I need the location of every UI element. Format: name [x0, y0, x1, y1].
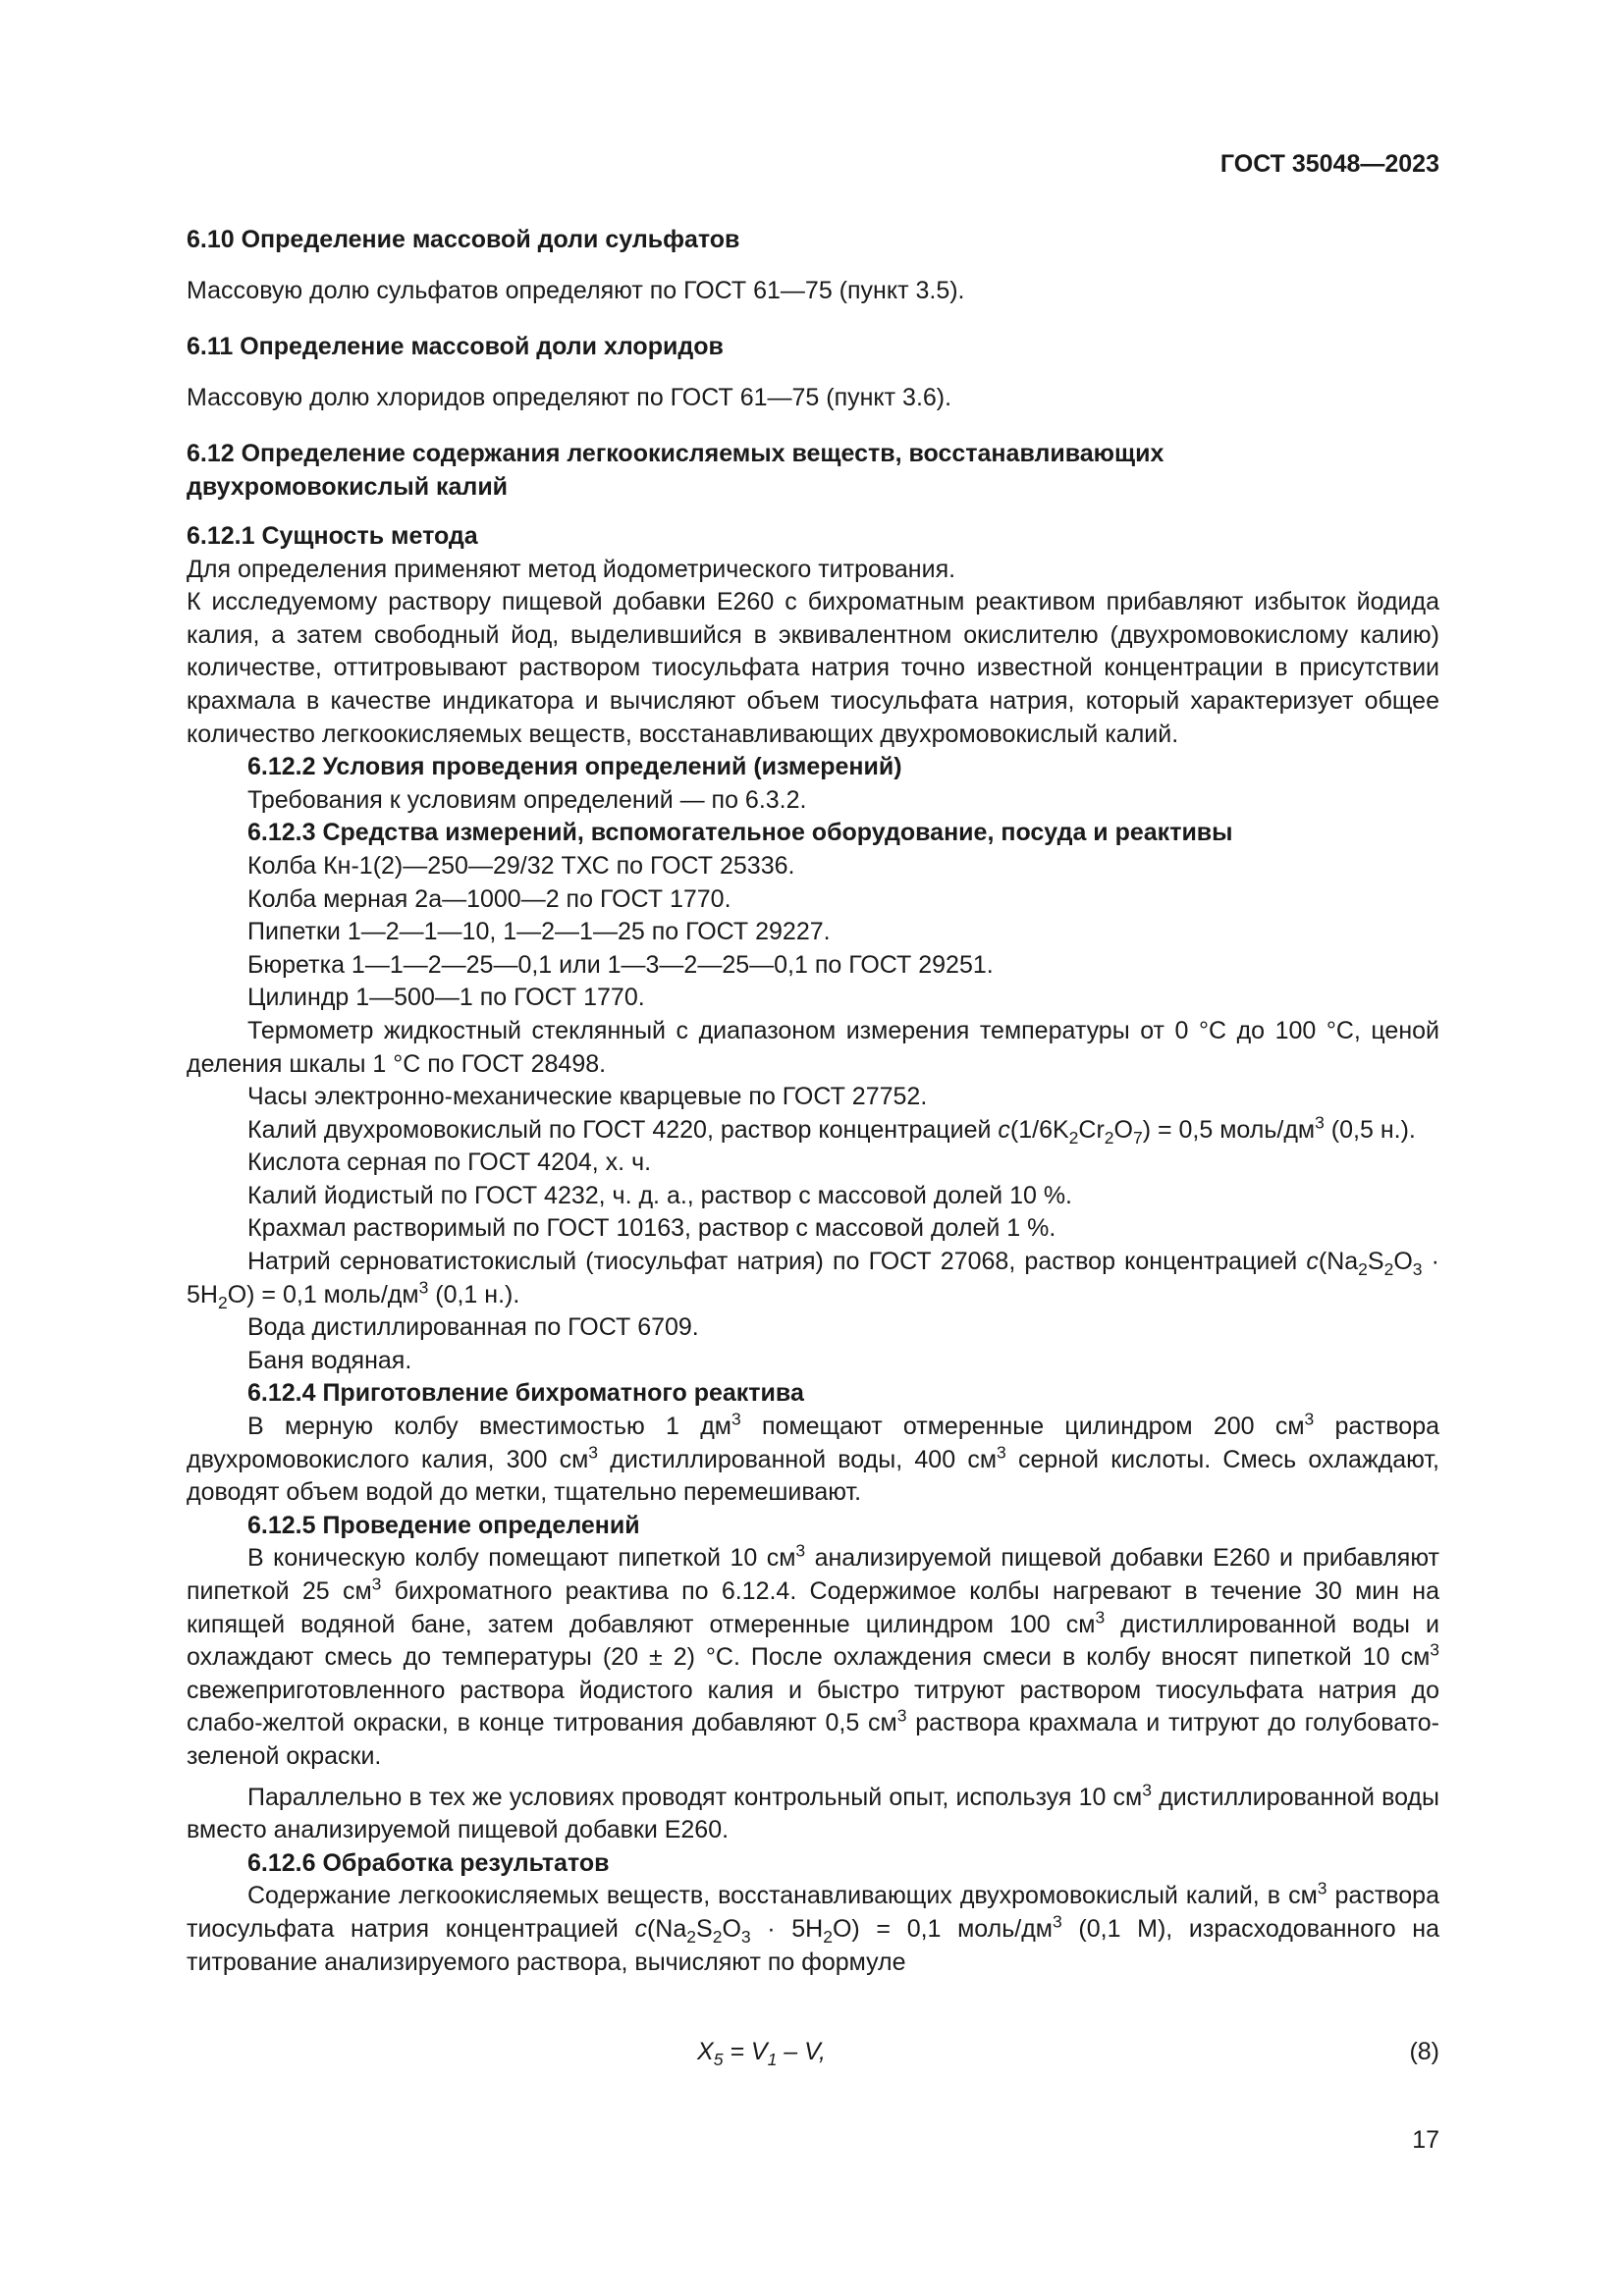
para-6-12-2: Требования к условиям определений — по 6.3.2. [247, 785, 807, 814]
para-6-12-5-a: В коническую колбу помещают пипеткой 10 $см^3$ анализируемой пищевой добавки Е260 и прибавляют пипеткой 25 $см^3$ бихроматного реактива по 6.12.4. Содержимое колбы нагревают в течение 30 мин на кипящей водяной бане, затем добавляют отмеренные цилиндром 100 $см^3$ дистиллированной воды и охлаждают смесь до температуры (20 ± 2) °С. После охлаждения смеси в колбу вносят пипеткой 10 $см^3$ свежеприготовленного раствора йодистого калия и быстро титруют раствором тиосульфата натрия до слабо-желтой окраски, в конце титрования добавляют 0,5 $см^3$ раствора крахмала и титруют до голубовато-зеленой окраски. [187, 1541, 1439, 1770]
reagent-item: Кислота серная по ГОСТ 4204, х. ч. [247, 1148, 652, 1177]
reagent-thiosulfate: Натрий серноватистокислый (тиосульфат натрия) по ГОСТ 27068, раствор концентрацией $c(Na_2S_2O_3 \cdot 5H_2O) = 0,1$ моль/$дм^3$ (0,1 н.). [187, 1248, 1439, 1312]
heading-6-12-line1: 6.12 Определение содержания легкоокисляемых веществ, восстанавливающих [187, 440, 1164, 467]
heading-6-12-line2: двухромовокислый калий [187, 473, 509, 501]
equipment-item: Цилиндр 1—500—1 по ГОСТ 1770. [247, 984, 645, 1012]
heading-6-12-2: 6.12.2 Условия проведения определений (измерений) [247, 753, 902, 781]
heading-6-12-5: 6.12.5 Проведение определений [247, 1511, 640, 1539]
reagent-dichromate: Калий двухромовокислый по ГОСТ 4220, раствор концентрацией $c(1/6K_2Cr_2O_7) = 0,5$ моль/$дм^3$ (0,5 н.). [247, 1112, 1416, 1148]
reagent-item: Крахмал растворимый по ГОСТ 10163, раствор с массовой долей 1 %. [247, 1214, 1056, 1243]
heading-6-12-1: 6.12.1 Сущность метода [187, 522, 478, 550]
page-number: 17 [1412, 2126, 1439, 2154]
equipment-item: Колба Кн-1(2)—250—29/32 ТХС по ГОСТ 25336. [247, 851, 795, 880]
equipment-item: Часы электронно-механические кварцевые по ГОСТ 27752. [247, 1083, 928, 1111]
heading-6-12-3: 6.12.3 Средства измерений, вспомогательное оборудование, посуда и реактивы [247, 819, 1233, 847]
equipment-item: Бюретка 1—1—2—25—0,1 или 1—3—2—25—0,1 по ГОСТ 29251. [247, 950, 994, 979]
formula-row [187, 2034, 1439, 2069]
reagent-item: Вода дистиллированная по ГОСТ 6709. [247, 1313, 699, 1342]
para-6-11: Массовую долю хлоридов определяют по ГОСТ 61—75 (пункт 3.6). [187, 384, 952, 411]
heading-6-11: 6.11 Определение массовой доли хлоридов [187, 333, 724, 360]
heading-6-12-6: 6.12.6 Обработка результатов [247, 1848, 610, 1877]
reagent-item: Баня водяная. [247, 1346, 412, 1374]
para-6-12-1-a: Для определения применяют метод йодометрического титрования. [187, 555, 956, 583]
para-6-10: Массовую долю сульфатов определяют по ГОСТ 61—75 (пункт 3.5). [187, 277, 965, 304]
document-code: ГОСТ 35048—2023 [1219, 150, 1439, 178]
equipment-item: Термометр жидкостный стеклянный с диапазоном измерения температуры от 0 °С до 100 °С, ценой деления шкалы 1 °С по ГОСТ 28498. [187, 1016, 1439, 1078]
para-6-12-1-b: К исследуемому раствору пищевой добавки Е260 с бихроматным реактивом прибавляют избыток йодида калия, а затем свободный йод, выделившийся в эквивалентном окислителю (двухромовокислому калию) количестве, оттитровывают раствором тиосульфата натрия точно известной концентрации в присутствии крахмала в качестве индикатора и вычисляют объем тиосульфата натрия, который характеризует общее количество легкоокисляемых веществ, восстанавливающих двухромовокислый калий. [187, 588, 1439, 748]
reagent-item: Калий йодистый по ГОСТ 4232, ч. д. а., раствор с массовой долей 10 %. [247, 1181, 1073, 1209]
equipment-item: Пипетки 1—2—1—10, 1—2—1—25 по ГОСТ 29227. [247, 918, 831, 946]
para-6-12-5-b: Параллельно в тех же условиях проводят контрольный опыт, используя 10 $см^3$ дистиллированной воды вместо анализируемой пищевой добавки Е260. [187, 1780, 1439, 1844]
heading-6-10: 6.10 Определение массовой доли сульфатов [187, 226, 740, 253]
formula-x5: $X_5 = V_1 - V$, [697, 2038, 826, 2069]
para-6-12-6: Содержание легкоокисляемых веществ, восстанавливающих двухромовокислый калий, в $см^3$ раствора тиосульфата натрия концентрацией $c(Na_2S_2O_3 \cdot 5H_2O) = 0,1$ моль/$дм^3$ (0,1 М), израсходованного на титрование анализируемого раствора, вычисляют по формуле [187, 1879, 1439, 1976]
heading-6-12-4: 6.12.4 Приготовление бихроматного реактива [247, 1379, 804, 1408]
equipment-item: Колба мерная 2а—1000—2 по ГОСТ 1770. [247, 884, 731, 913]
formula-number: (8) [1409, 2038, 1439, 2065]
para-6-12-4: В мерную колбу вместимостью 1 $дм^3$ помещают отмеренные цилиндром 200 $см^3$ раствора двухромовокислого калия, 300 $см^3$ дистиллированной воды, 400 $см^3$ серной кислоты. Смесь охлаждают, доводят объем водой до метки, тщательно перемешивают. [187, 1409, 1440, 1507]
